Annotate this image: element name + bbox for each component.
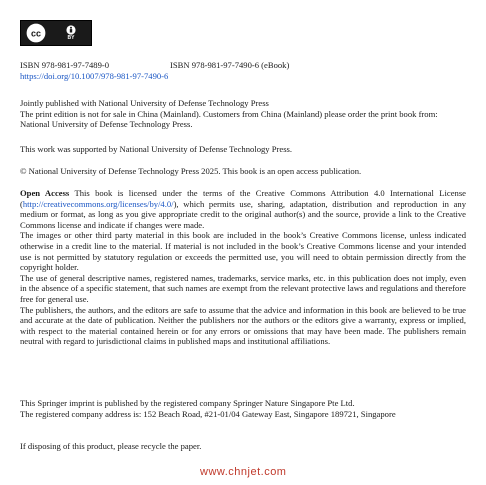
sales-restriction-note: The print edition is not for sale in China (Mainland). Customers from China (Mainland) please order the print book from: National University of Defense Technology Press. <box>20 108 438 130</box>
doi-link[interactable]: https://doi.org/10.1007/978-981-97-7490-6 <box>20 70 169 81</box>
cc-by-license-badge <box>20 20 92 46</box>
disposal-note: If disposing of this product, please recycle the paper. <box>20 441 202 451</box>
svg-text:cc: cc <box>30 28 42 39</box>
publication-note <box>20 98 466 130</box>
imprint-line: This Springer imprint is published by the registered company Springer Nature Singapore Pte Ltd. <box>20 398 355 408</box>
copyright-line: © National University of Defense Technology Press 2025. This book is an open access publication. <box>20 166 362 176</box>
isbn-print: ISBN 978-981-97-7489-0 <box>20 60 110 70</box>
joint-publication-line: Jointly published with National University of Defense Technology Press <box>20 98 269 108</box>
license-badge-label: BY <box>67 35 75 41</box>
open-access-section <box>20 188 466 347</box>
open-access-paragraph-3: The use of general descriptive names, registered names, trademarks, service marks, etc. in this publication does not imply, even in the absence of a specific statement, that such names are exempt from the relevant protective laws and regulations and therefore free for general use. <box>20 272 466 304</box>
watermark-text: www.chnjet.com <box>200 466 287 478</box>
isbn-section <box>20 60 466 81</box>
open-access-paragraph-2: The images or other third party material in this book are included in the book’s Creative Commons license, unless indicated otherwise in a credit line to the material. If material is not included in the book’s Creative Commons license and your intended use is not permitted by statutory regulation or exceeds the permitted use, you will need to obtain permission directly from the copyright holder. <box>20 230 466 273</box>
imprint-section <box>20 398 466 419</box>
license-link[interactable]: http://creativecommons.org/licenses/by/4.0/ <box>22 198 174 209</box>
company-address: The registered company address is: 152 Beach Road, #21-01/04 Gateway East, Singapore 189721, Singapore <box>20 408 396 419</box>
support-note: This work was supported by National University of Defense Technology Press. <box>20 144 293 154</box>
open-access-heading: Open Access <box>20 188 70 198</box>
open-access-paragraph-4: The publishers, the authors, and the editors are safe to assume that the advice and information in this book are believed to be true and accurate at the date of publication. Neither the publishers nor the authors or the editors give a warranty, express or implied, with respect to the material contained herein or for any errors or omissions that may have been made. The publishers remain neutral with regard to jurisdictional claims in published maps and institutional affiliations. <box>20 304 466 347</box>
attribution-icon <box>51 21 91 45</box>
isbn-ebook: ISBN 978-981-97-7490-6 (eBook) <box>170 60 290 70</box>
open-access-paragraph-1: Open Access This book is licensed under the terms of the Creative Commons Attribution 4.0 International License (http://creativecommons.org/licenses/by/4.0/), which permits use, sharing, adaptation, distribution and reproduction in any medium or format, as long as you give appropriate credit to the original author(s) and the source, provide a link to the Creative Commons license and indicate if changes were made. <box>20 188 466 230</box>
creative-commons-icon <box>21 21 51 45</box>
